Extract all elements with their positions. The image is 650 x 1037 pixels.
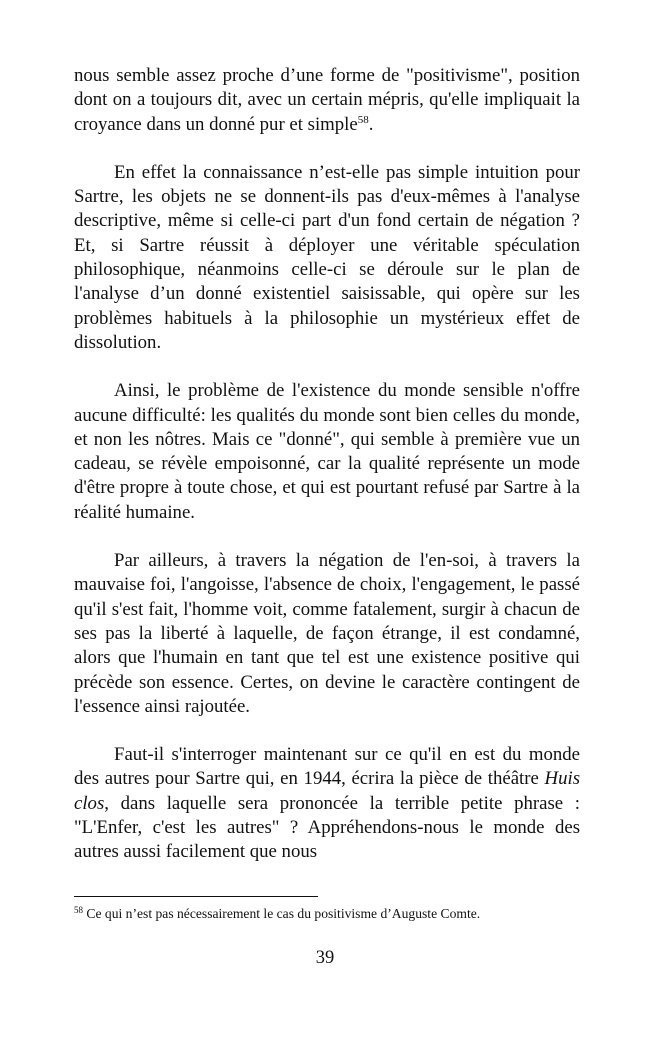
footnote-reference[interactable]: 58: [357, 113, 369, 126]
paragraph-4: Par ailleurs, à travers la négation de l'en-soi, à travers la mauvaise foi, l'angoisse, l'absence de choix, l'engagement, le passé qu'il s'est fait, l'homme voit, comme fatalement, surgir à chacun de ses pas la liberté à laquelle, de façon étrange, il est condamné, alors que l'humain en tant que tel est une existence positive qui précède son essence. Certes, on devine le caractère contingent de l'essence ainsi rajoutée.: [74, 550, 580, 717]
footnote-text: Ce qui n’est pas nécessairement le cas du positivisme d’Auguste Comte.: [83, 906, 481, 921]
paragraph-3: Ainsi, le problème de l'existence du monde sensible n'offre aucune difficulté: les qualités du monde sont bien celles du monde, et non les nôtres. Mais ce "donné", qui semble à première vue un cadeau, se révèle empoisonné, car la qualité représente un mode d'être propre à toute chose, et qui est pourtant refusé par Sartre à la réalité humaine.: [74, 380, 580, 523]
footnote: [74, 904, 580, 923]
paragraph-1-tail: .: [368, 113, 374, 135]
paragraph-2: En effet la connaissance n’est-elle pas simple intuition pour Sartre, les objets ne se donnent-ils pas d'eux-mêmes à l'analyse descriptive, même si celle-ci part d'un fond certain de négation ? Et, si Sartre réussit à déployer une véritable spéculation philosophique, néanmoins celle-ci se déroule sur le plan de l'analyse d’un donné existentiel saisissable, qui opère sur les problèmes habituels à la philosophie un mystérieux effet de dissolution.: [74, 161, 580, 353]
play-title: Huis clos: [74, 768, 580, 814]
paragraph-5: [74, 743, 580, 864]
paragraph-5-text-before: Faut-il s'interroger maintenant sur ce qu'il en est du monde des autres pour Sartre qui, en 1944, écrira la pièce de théâtre: [74, 744, 580, 790]
page-number: 39: [315, 948, 335, 968]
footnote-divider: [74, 896, 318, 897]
footnote-number: 58: [74, 905, 83, 915]
paragraph-1-text: nous semble assez proche d’une forme de "positivisme", position dont on a toujours dit, avec un certain mépris, qu'elle impliquait la croyance dans un donné pur et simple: [74, 65, 580, 135]
page-body: [74, 64, 580, 889]
paragraph-1: [74, 64, 580, 137]
paragraph-5-text-after: , dans laquelle sera prononcée la terrible petite phrase : "L'Enfer, c'est les autres" ? Appréhendons-nous le monde des autres aussi facilement que nous: [74, 792, 580, 863]
